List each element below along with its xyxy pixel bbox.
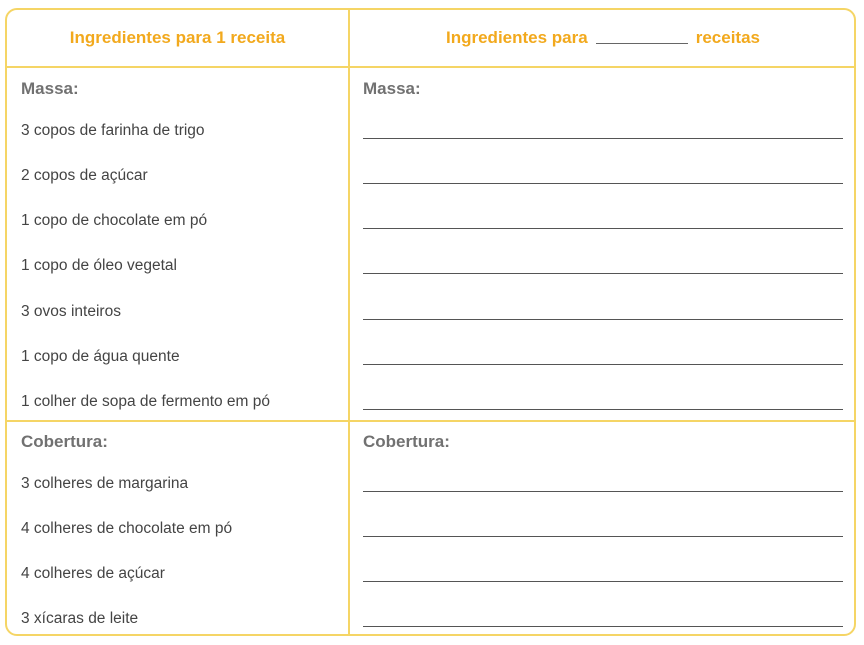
cobertura-item: 3 xícaras de leite — [21, 610, 139, 627]
column-divider — [348, 10, 350, 634]
massa-item: 1 copo de óleo vegetal — [21, 257, 177, 274]
cobertura-answer-line[interactable] — [363, 626, 843, 627]
massa-item: 3 ovos inteiros — [21, 303, 121, 320]
header-col-2-label-after: receitas — [695, 28, 760, 47]
cobertura-title-right: Cobertura: — [363, 432, 450, 451]
massa-answer-line[interactable] — [363, 319, 843, 320]
cobertura-item: 4 colheres de chocolate em pó — [21, 520, 233, 537]
massa-answer-line[interactable] — [363, 273, 843, 274]
cobertura-item: 4 colheres de açúcar — [21, 565, 165, 582]
header-col-2-label-before: Ingredientes para — [446, 28, 588, 47]
massa-answer-line[interactable] — [363, 364, 843, 365]
massa-item: 1 colher de sopa de fermento em pó — [21, 393, 271, 410]
massa-title-right: Massa: — [363, 79, 421, 98]
header-col-2 — [350, 10, 856, 66]
section-divider — [7, 420, 854, 422]
cobertura-answer-line[interactable] — [363, 581, 843, 582]
massa-item: 3 copos de farinha de trigo — [21, 122, 205, 139]
cobertura-answer-line[interactable] — [363, 536, 843, 537]
massa-item: 1 copo de chocolate em pó — [21, 212, 208, 229]
cobertura-title-left: Cobertura: — [21, 432, 108, 451]
recipe-count-blank[interactable] — [596, 43, 688, 44]
header-divider — [7, 66, 854, 68]
massa-answer-line[interactable] — [363, 138, 843, 139]
cobertura-item: 3 colheres de margarina — [21, 475, 189, 492]
header-col-1 — [7, 10, 348, 66]
massa-title-left: Massa: — [21, 79, 79, 98]
recipe-table — [5, 8, 856, 636]
massa-item: 1 copo de água quente — [21, 348, 180, 365]
massa-answer-line[interactable] — [363, 228, 843, 229]
massa-answer-line[interactable] — [363, 183, 843, 184]
massa-item: 2 copos de açúcar — [21, 167, 148, 184]
massa-answer-line[interactable] — [363, 409, 843, 410]
cobertura-answer-line[interactable] — [363, 491, 843, 492]
header-col-1-label: Ingredientes para 1 receita — [69, 28, 286, 47]
